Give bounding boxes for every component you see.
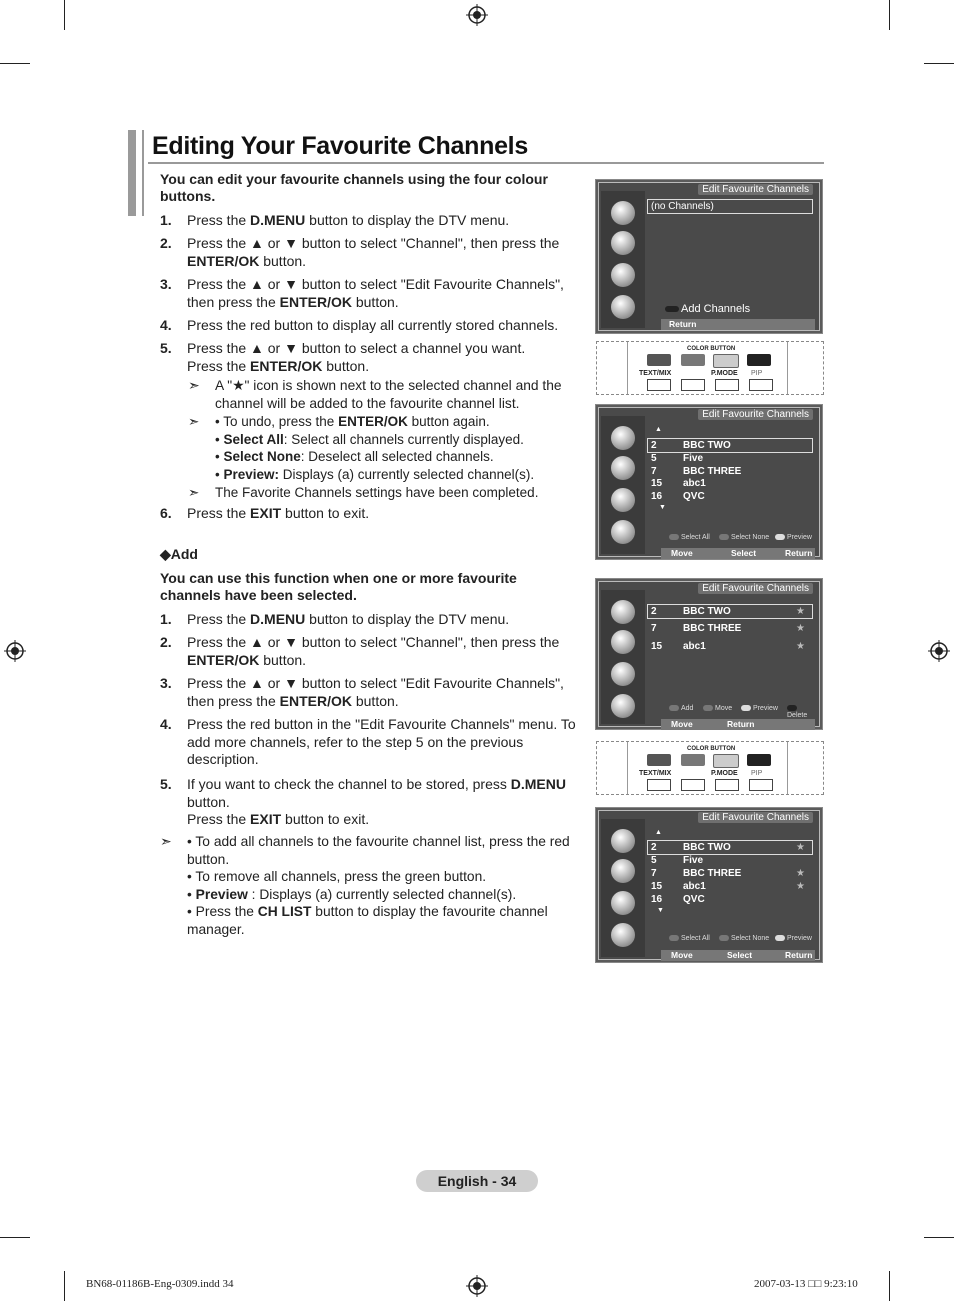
setup-menu-icon [611,520,635,544]
text-mix-label: TEXT/MIX [639,370,672,377]
note-done: ➣ The Favorite Channels settings have been completed. [188,485,539,500]
file-info: BN68-01186B-Eng-0309.indd 34 [86,1278,234,1290]
color-button-label: COLOR BUTTON [687,346,736,352]
print-date: 2007-03-13 □□ 9:23:10 [754,1278,858,1290]
step-number: 1. [160,212,172,228]
legend-move: Move [703,705,732,712]
add-intro: You can use this function when one or more favourite channels have been selected. [160,570,517,603]
move-hint: Move [671,719,693,729]
add-notes: ➣ • To add all channels to the favourite channel list, press the red button. • To remove all channels, press the green button. • Preview : Displays (a) currently selected channel(s). • Press the CH LIST button to display the favourite channel manager. [160,834,570,937]
step-number: 1. [160,611,172,627]
channel-row[interactable]: 7 BBC THREE [651,623,742,634]
screen-bottom-bar [661,319,815,330]
select-hint: Select [731,548,757,558]
screen-title: Edit Favourite Channels [698,184,813,195]
picture-menu-icon [611,201,635,225]
screen-title: Edit Favourite Channels [698,583,813,594]
green-button[interactable] [681,354,705,366]
channel-row[interactable]: 7 BBC THREE [651,868,742,879]
step-number: 3. [160,276,172,292]
picture-menu-icon [611,600,635,624]
note-arrow-icon: ➣ [188,485,200,500]
step-number: 4. [160,317,172,333]
favourite-star-icon: ★ [796,606,805,617]
p-mode-button[interactable] [715,779,739,791]
move-hint: Move [671,950,693,960]
note-arrow-icon: ➣ [160,834,172,849]
screen-title: Edit Favourite Channels [698,409,813,420]
setup-menu-icon [611,694,635,718]
red-button[interactable] [647,354,671,366]
add-heading: ◆Add [160,546,198,562]
crop-mark [924,1237,954,1238]
tv-screen-4 [595,807,823,963]
note-star: ➣ A "★" icon is shown next to the selected channel and the channel will be added to the favourite channel list. [188,378,562,411]
text-mix-button[interactable] [647,379,671,391]
picture-menu-icon [611,829,635,853]
crop-mark [924,63,954,64]
blue-button[interactable] [747,354,771,366]
channel-row[interactable]: 2 BBC TWO [651,842,731,853]
move-hint: Move [671,548,693,558]
legend-preview: Preview [775,534,812,541]
step-number: 2. [160,634,172,650]
legend-select-all: Select All [669,935,710,942]
text-mix-label: TEXT/MIX [639,770,672,777]
channel-row[interactable]: 5 Five [651,453,704,464]
page-title: Editing Your Favourite Channels [152,132,528,160]
setup-menu-icon [611,295,635,319]
menu-sidebar [601,191,645,328]
channel-row[interactable]: 2 BBC TWO [651,606,731,617]
legend-preview: Preview [775,935,812,942]
screen-bottom-bar [661,548,815,559]
sound-menu-icon [611,456,635,480]
crop-mark [64,1271,65,1301]
tv-screen-3 [595,578,823,730]
step-number: 6. [160,505,172,521]
registration-mark-icon [466,1275,488,1297]
channel-row[interactable]: 15 abc1 [651,478,706,489]
favourite-star-icon: ★ [796,623,805,634]
subtitle-button[interactable] [681,379,705,391]
add-channels-option[interactable]: Add Channels [665,303,750,315]
legend-select-all: Select All [669,534,710,541]
channel-row[interactable]: 15 abc1 [651,641,706,652]
scroll-down-icon[interactable]: ▼ [659,504,666,511]
yellow-button[interactable] [713,354,739,368]
scroll-up-icon[interactable]: ▲ [655,829,662,836]
legend-preview: Preview [741,705,778,712]
picture-menu-icon [611,426,635,450]
return-hint: Return [727,719,755,729]
sound-menu-icon [611,859,635,883]
screen-bottom-bar [661,719,815,730]
step-5: 5. Press the ▲ or ▼ button to select a channel you want. Press the ENTER/OK button. [160,340,526,374]
note-arrow-icon: ➣ [188,414,200,429]
favourite-star-icon: ★ [796,881,805,892]
setup-menu-icon [611,923,635,947]
add-step-1: 1. Press the D.MENU button to display the DTV menu. [160,611,510,627]
step-number: 3. [160,675,172,691]
sound-menu-icon [611,630,635,654]
return-hint: Return [669,319,697,329]
favourite-star-icon: ★ [796,842,805,853]
legend-select-none: Select None [719,534,769,541]
step-number: 4. [160,716,172,732]
note-arrow-icon: ➣ [188,378,200,393]
step-1: 1. Press the D.MENU button to display the DTV menu. [160,212,510,228]
channel-row[interactable]: 15 abc1 [651,881,706,892]
page-number: English - 34 [416,1170,538,1192]
registration-mark-icon [466,4,488,26]
p-mode-button[interactable] [715,379,739,391]
sound-menu-icon [611,231,635,255]
registration-mark-icon [4,640,26,662]
favourite-star-icon: ★ [796,868,805,879]
channel-row[interactable]: 7 BBC THREE [651,466,742,477]
add-step-5: 5. If you want to check the channel to be stored, press D.MENU button. Press the EXIT button to exit. [160,776,566,827]
intro-text: You can edit your favourite channels using the four colour buttons. [160,171,548,204]
title-accent-gap [136,130,142,216]
legend-add: Add [669,705,693,712]
step-number: 5. [160,776,172,792]
red-button[interactable] [647,754,671,766]
pip-button[interactable] [749,779,773,791]
step-number: 2. [160,235,172,251]
add-step-4: 4. Press the red button in the "Edit Favourite Channels" menu. To add more channels, refer to the step 5 on the previous description. [160,716,576,767]
step-2: 2. Press the ▲ or ▼ button to select "Channel", then press the ENTER/OK button. [160,235,560,269]
add-step-3: 3. Press the ▲ or ▼ button to select "Edit Favourite Channels", then press the ENTER/OK button. [160,675,564,709]
scroll-down-icon[interactable]: ▼ [657,907,664,914]
p-mode-label: P.MODE [711,770,738,777]
legend-select-none: Select None [719,935,769,942]
step-6: 6. Press the EXIT button to exit. [160,505,370,521]
note-options: ➣ • To undo, press the ENTER/OK button again. • Select All: Select all channels currently displayed. • Select None: Deselect all selected channels. • Preview: Displays (a) currently selected channel(s). [188,414,535,482]
registration-mark-icon [928,640,950,662]
menu-sidebar [601,416,645,554]
step-4: 4. Press the red button to display all currently stored channels. [160,317,559,333]
menu-sidebar [601,819,645,957]
step-3: 3. Press the ▲ or ▼ button to select "Edit Favourite Channels", then press the ENTER/OK button. [160,276,564,310]
menu-sidebar [601,590,645,724]
add-step-2: 2. Press the ▲ or ▼ button to select "Channel", then press the ENTER/OK button. [160,634,560,668]
yellow-button[interactable] [713,754,739,768]
pip-label: PIP [751,370,763,377]
crop-mark [0,63,30,64]
crop-mark [0,1237,30,1238]
crop-mark [889,1271,890,1301]
crop-mark [889,0,890,30]
subtitle-button[interactable] [681,779,705,791]
blue-button[interactable] [747,754,771,766]
channel-row[interactable]: 5 Five [651,855,704,866]
p-mode-label: P.MODE [711,370,738,377]
scroll-up-icon[interactable]: ▲ [655,426,662,433]
channel-row[interactable]: 2 BBC TWO [651,440,731,451]
remote-buttons-2 [596,741,824,795]
pip-button[interactable] [749,379,773,391]
channel-row[interactable]: 16 QVC [651,894,705,905]
return-hint: Return [785,950,813,960]
channel-menu-icon [611,263,635,287]
select-hint: Select [727,950,753,960]
tv-screen-2 [595,404,823,560]
color-button-label: COLOR BUTTON [687,746,736,752]
legend-delete: Delete [787,705,819,719]
green-button[interactable] [681,754,705,766]
channel-row[interactable]: 16 QVC [651,491,705,502]
step-number: 5. [160,340,172,356]
channel-menu-icon [611,891,635,915]
channel-menu-icon [611,488,635,512]
pip-label: PIP [751,770,763,777]
return-hint: Return [785,548,813,558]
title-underline [148,162,824,164]
screen-bottom-bar [661,950,815,961]
screen-title: Edit Favourite Channels [698,812,813,823]
remote-buttons-1 [596,341,824,395]
text-mix-button[interactable] [647,779,671,791]
tv-screen-1 [595,179,823,334]
crop-mark [64,0,65,30]
channel-menu-icon [611,662,635,686]
favourite-star-icon: ★ [796,641,805,652]
no-channels-label: (no Channels) [651,201,714,212]
